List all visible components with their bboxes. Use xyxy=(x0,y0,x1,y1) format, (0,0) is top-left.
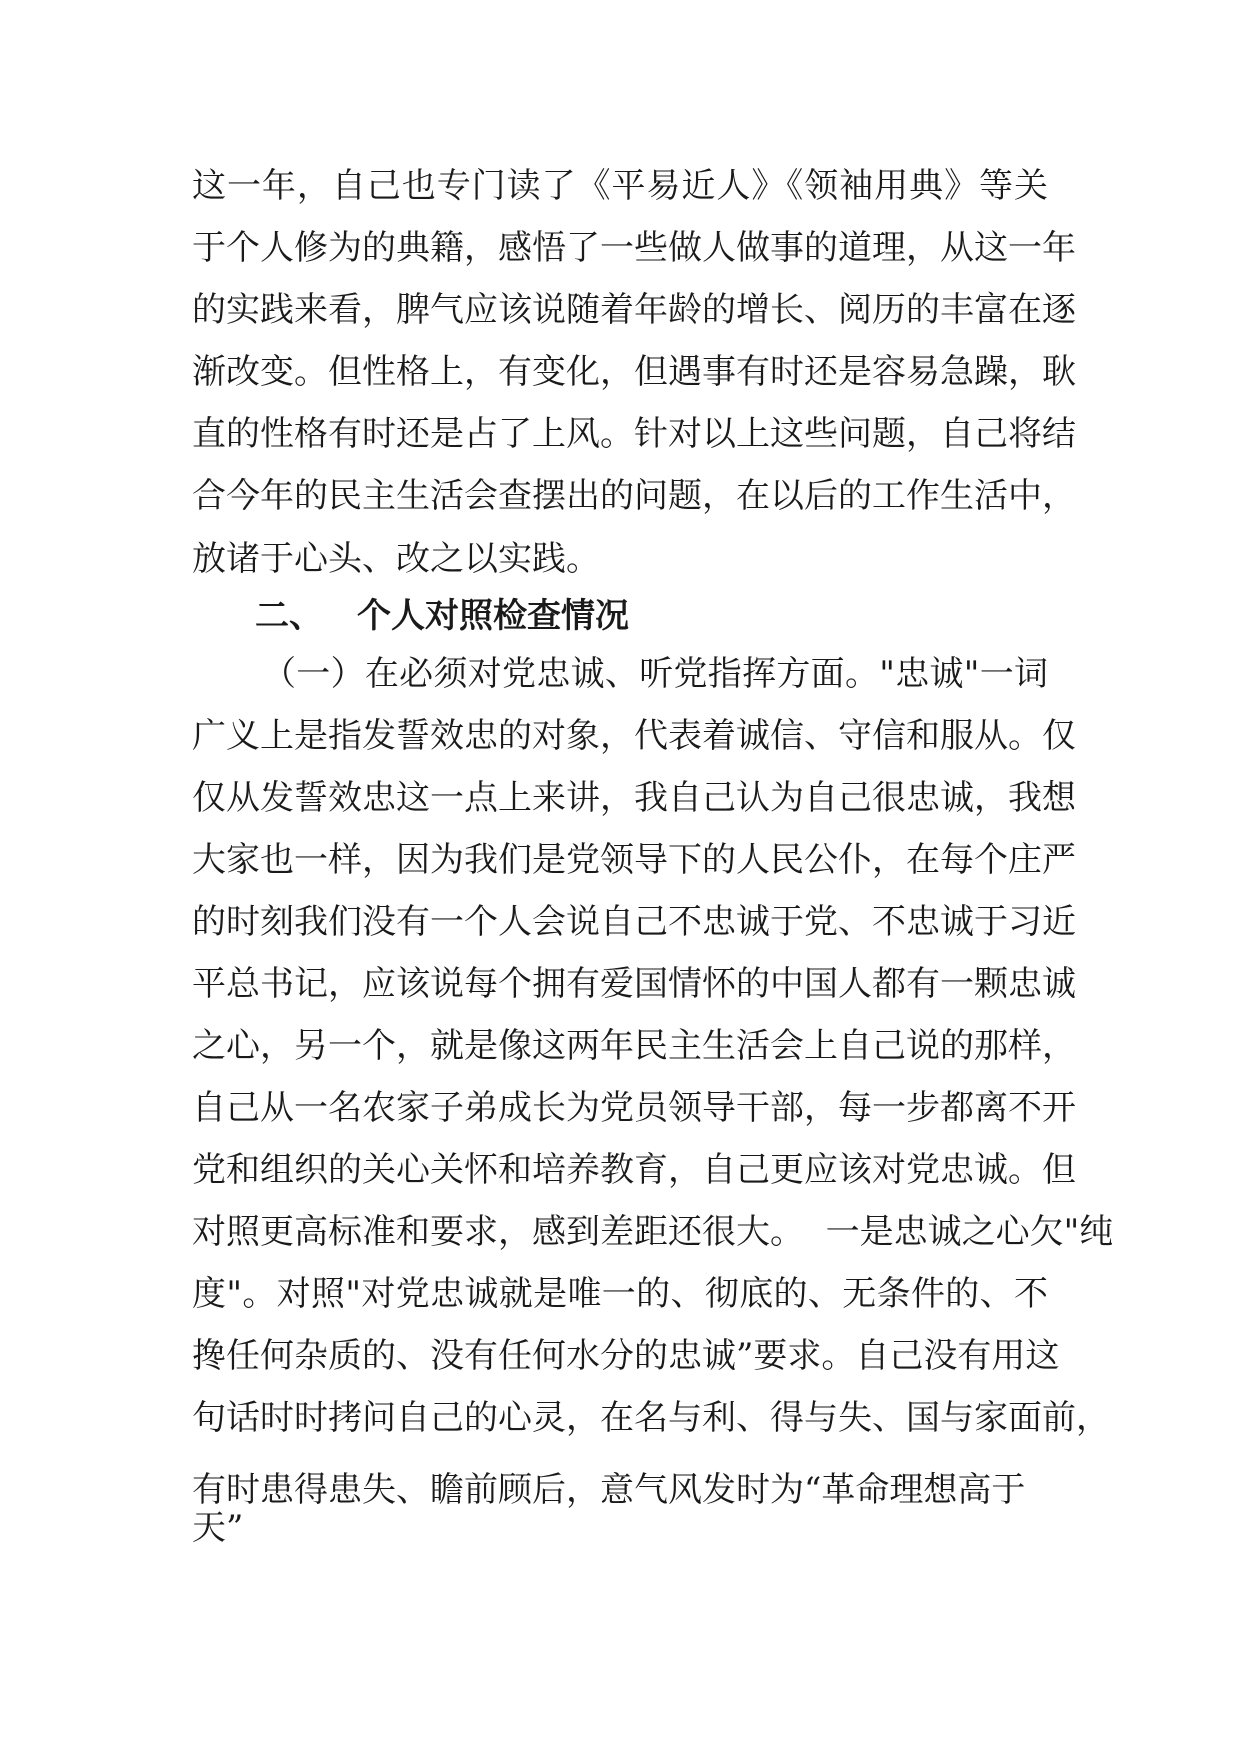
paragraph-2-line-6: 平总书记，应该说每个拥有爱国情怀的中国人都有一颗忠诚 xyxy=(192,964,1076,1004)
paragraph-1-line-5: 直的性格有时还是占了上风。针对以上这些问题，自己将结 xyxy=(192,414,1076,454)
paragraph-2-line-1: （一）在必须对党忠诚、听党指挥方面。"忠诚"一词 xyxy=(262,654,1048,694)
section-heading-title: 个人对照检查情况 xyxy=(357,596,629,636)
section-heading xyxy=(255,596,629,636)
paragraph-2-line-4: 大家也一样，因为我们是党领导下的人民公仆，在每个庄严 xyxy=(192,840,1076,880)
paragraph-2-line-12: 搀任何杂质的、没有任何水分的忠诚”要求。自己没有用这 xyxy=(192,1336,1060,1376)
paragraph-2-line-11: 度"。对照"对党忠诚就是唯一的、彻底的、无条件的、不 xyxy=(192,1274,1048,1314)
paragraph-2-line-8: 自己从一名农家子弟成长为党员领导干部，每一步都离不开 xyxy=(192,1088,1076,1128)
paragraph-1-line-7: 放诸于心头、改之以实践。 xyxy=(192,539,600,579)
paragraph-2-line-14: 有时患得患失、瞻前顾后，意气风发时为“革命理想高于 xyxy=(192,1470,1026,1510)
paragraph-2-line-7: 之心，另一个，就是像这两年民主生活会上自己说的那样， xyxy=(192,1026,1076,1066)
paragraph-2-line-5: 的时刻我们没有一个人会说自己不忠诚于党、不忠诚于习近 xyxy=(192,902,1076,942)
paragraph-2-line-2: 广义上是指发誓效忠的对象，代表着诚信、守信和服从。仅 xyxy=(192,716,1076,756)
paragraph-1-line-2: 于个人修为的典籍，感悟了一些做人做事的道理，从这一年 xyxy=(192,228,1076,268)
paragraph-2-line-3: 仅从发誓效忠这一点上来讲，我自己认为自己很忠诚，我想 xyxy=(192,778,1076,818)
paragraph-2-line-13: 句话时时拷问自己的心灵，在名与利、得与失、国与家面前， xyxy=(192,1398,1110,1438)
paragraph-2-line-10: 对照更高标准和要求，感到差距还很大。 一是忠诚之心欠"纯 xyxy=(192,1212,1114,1252)
paragraph-1-line-1: 这一年，自己也专门读了《平易近人》《领袖用典》等关 xyxy=(192,166,1048,206)
paragraph-1-line-3: 的实践来看，脾气应该说随着年龄的增长、阅历的丰富在逐 xyxy=(192,290,1076,330)
paragraph-2-line-9: 党和组织的关心关怀和培养教育，自己更应该对党忠诚。但 xyxy=(192,1150,1076,1190)
paragraph-1-line-4: 渐改变。但性格上，有变化，但遇事有时还是容易急躁，耿 xyxy=(192,352,1076,392)
paragraph-1-line-6: 合今年的民主生活会查摆出的问题，在以后的工作生活中， xyxy=(192,476,1076,516)
section-heading-number: 二、 xyxy=(255,596,323,636)
paragraph-2-line-15: 天” xyxy=(192,1508,244,1548)
